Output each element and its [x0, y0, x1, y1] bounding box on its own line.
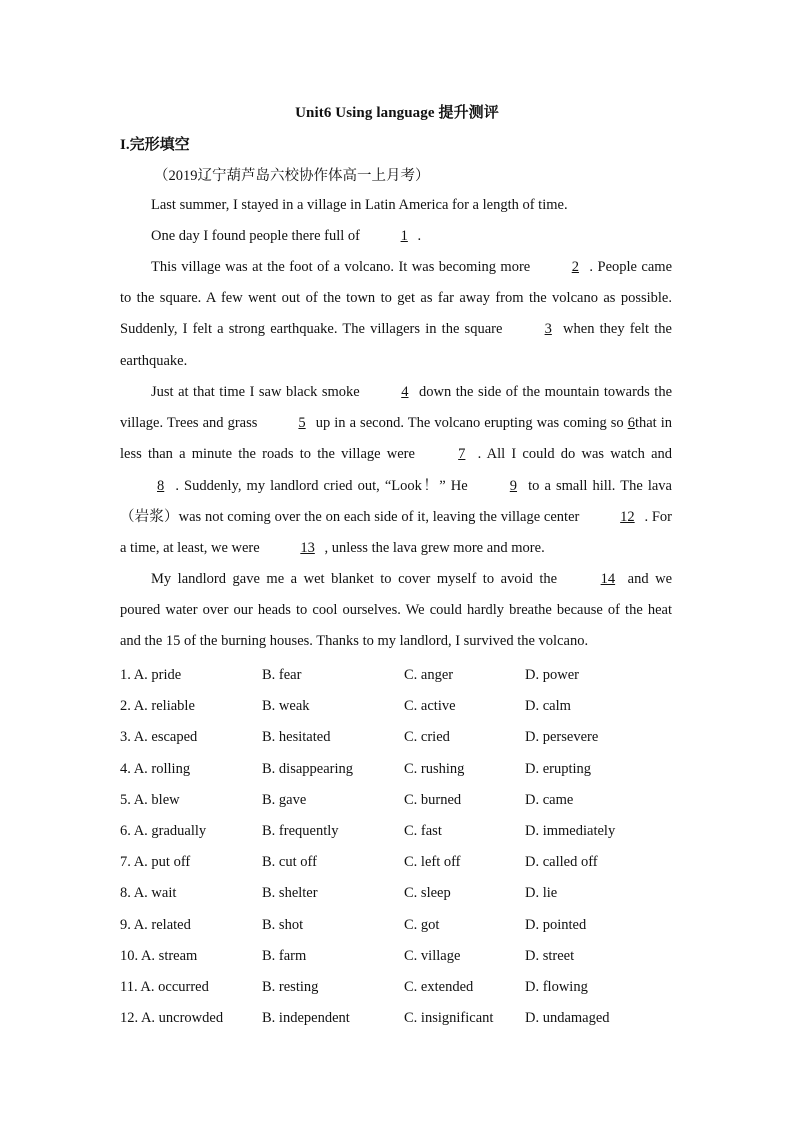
passage-text: , unless the lava grew more and more.	[324, 540, 545, 557]
option-c: C. village	[404, 947, 461, 964]
option-d: D. lie	[525, 885, 558, 902]
question-12-options	[120, 1003, 680, 1034]
blank-9: 9	[509, 477, 518, 494]
option-d: D. street	[525, 947, 575, 964]
option-d: D. erupting	[525, 760, 592, 777]
passage-text: .	[417, 228, 422, 244]
option-a: 7. A. put off	[120, 854, 191, 871]
option-b: B. shelter	[262, 885, 318, 902]
option-a: 9. A. related	[120, 916, 191, 933]
option-b: B. weak	[262, 698, 310, 715]
option-a: 2. A. reliable	[120, 698, 195, 715]
blank-3: 3	[544, 321, 552, 338]
option-a: 6. A. gradually	[120, 822, 207, 839]
question-7-options	[120, 847, 680, 878]
option-b: B. shot	[262, 916, 304, 933]
page-title: Unit6 Using language 提升测评	[295, 105, 499, 121]
blank-6: 6	[627, 415, 635, 432]
option-c: C. burned	[404, 791, 462, 808]
passage-text: This village was at the foot of a volcano. It was becoming more	[151, 259, 531, 275]
option-c: C. cried	[404, 729, 450, 746]
question-10-options	[120, 941, 680, 972]
passage-paragraph-3	[120, 252, 672, 377]
option-a: 12. A. uncrowded	[120, 1010, 224, 1027]
options-list	[120, 660, 680, 1034]
blank-7: 7	[458, 446, 466, 463]
option-c: C. sleep	[404, 885, 451, 902]
option-b: B. fear	[262, 667, 302, 683]
option-a: 4. A. rolling	[120, 760, 191, 777]
option-d: D. immediately	[525, 822, 616, 839]
blank-14: 14	[600, 571, 616, 587]
passage-text: Last summer, I stayed in a village in Latin America for a length of time.	[151, 197, 568, 213]
option-a: 3. A. escaped	[120, 729, 198, 746]
question-5-options	[120, 785, 680, 816]
option-a: 8. A. wait	[120, 885, 177, 902]
section-heading: I.完形填空	[120, 137, 190, 153]
option-c: C. got	[404, 916, 440, 933]
question-9-options	[120, 910, 680, 941]
option-a: 11. A. occurred	[120, 978, 209, 995]
blank-5: 5	[298, 415, 306, 432]
option-b: B. hesitated	[262, 729, 331, 746]
question-4-options	[120, 754, 680, 785]
option-d: D. power	[525, 667, 579, 683]
option-b: B. disappearing	[262, 760, 354, 777]
option-d: D. pointed	[525, 916, 587, 933]
option-b: B. frequently	[262, 822, 339, 839]
blank-2: 2	[571, 259, 579, 275]
passage-text: that in less than a minute the roads to the village were	[120, 415, 673, 463]
option-b: B. independent	[262, 1010, 350, 1027]
question-2-options	[120, 691, 680, 722]
blank-13: 13	[300, 540, 315, 557]
option-b: B. farm	[262, 947, 307, 964]
option-a: 10. A. stream	[120, 947, 198, 964]
passage-text: up in a second. The volcano erupting was coming so	[315, 415, 624, 432]
passage-text: when they felt the earthquake.	[120, 321, 672, 369]
passage-paragraph-5	[120, 564, 672, 658]
option-c: C. left off	[404, 854, 461, 871]
option-c: C. rushing	[404, 760, 465, 777]
source-note: （2019辽宁葫芦岛六校协作体高一上月考）	[154, 168, 430, 184]
option-d: D. came	[525, 791, 574, 808]
passage-text: . Suddenly, my landlord cried out, “Look！” He	[175, 477, 468, 494]
passage-text: down the side of the mountain towards the village. Trees and grass	[120, 384, 673, 432]
passage-paragraph-4	[120, 377, 672, 564]
blank-12: 12	[620, 508, 635, 525]
option-a: 5. A. blew	[120, 791, 180, 808]
question-3-options	[120, 722, 680, 753]
option-b: B. cut off	[262, 854, 317, 871]
option-d: D. calm	[525, 698, 571, 715]
option-b: B. gave	[262, 791, 307, 808]
option-d: D. flowing	[525, 978, 588, 995]
option-c: C. anger	[404, 667, 454, 683]
question-11-options	[120, 972, 680, 1003]
option-d: D. called off	[525, 854, 598, 871]
question-1-options	[120, 660, 680, 691]
blank-1: 1	[400, 228, 408, 244]
passage-text: to a small hill. The lava（岩浆）was not coming over the on each side of it, leaving the village center	[120, 477, 672, 525]
option-d: D. undamaged	[525, 1010, 610, 1027]
option-d: D. persevere	[525, 729, 599, 746]
option-b: B. resting	[262, 978, 319, 995]
passage-text: . People came to the square. A few went out of the town to get as far away from the volcano as possible. Suddenly, I felt a strong earthquake. The villagers in the square	[120, 259, 673, 338]
question-8-options	[120, 878, 680, 909]
passage-paragraph-1	[120, 190, 672, 221]
passage-text: Just at that time I saw black smoke	[151, 384, 360, 400]
passage-paragraph-2	[120, 221, 672, 252]
passage-text: . All I could do was watch and	[477, 446, 672, 463]
passage-text: My landlord gave me a wet blanket to cover myself to avoid the	[151, 571, 558, 587]
option-a: 1. A. pride	[120, 667, 182, 683]
question-6-options	[120, 816, 680, 847]
blank-8: 8	[157, 477, 165, 494]
passage-text: One day I found people there full of	[151, 228, 360, 244]
passage-text: and we poured water over our heads to cool ourselves. We could hardly breathe because of the heat and the 15 of the burning houses. Thanks to my landlord, I survived the volcano.	[120, 571, 673, 650]
option-c: C. extended	[404, 978, 474, 995]
passage-text: . For a time, at least, we were	[120, 508, 673, 557]
option-c: C. fast	[404, 822, 442, 839]
option-c: C. active	[404, 698, 456, 715]
blank-4: 4	[401, 384, 409, 400]
option-c: C. insignificant	[404, 1010, 494, 1027]
